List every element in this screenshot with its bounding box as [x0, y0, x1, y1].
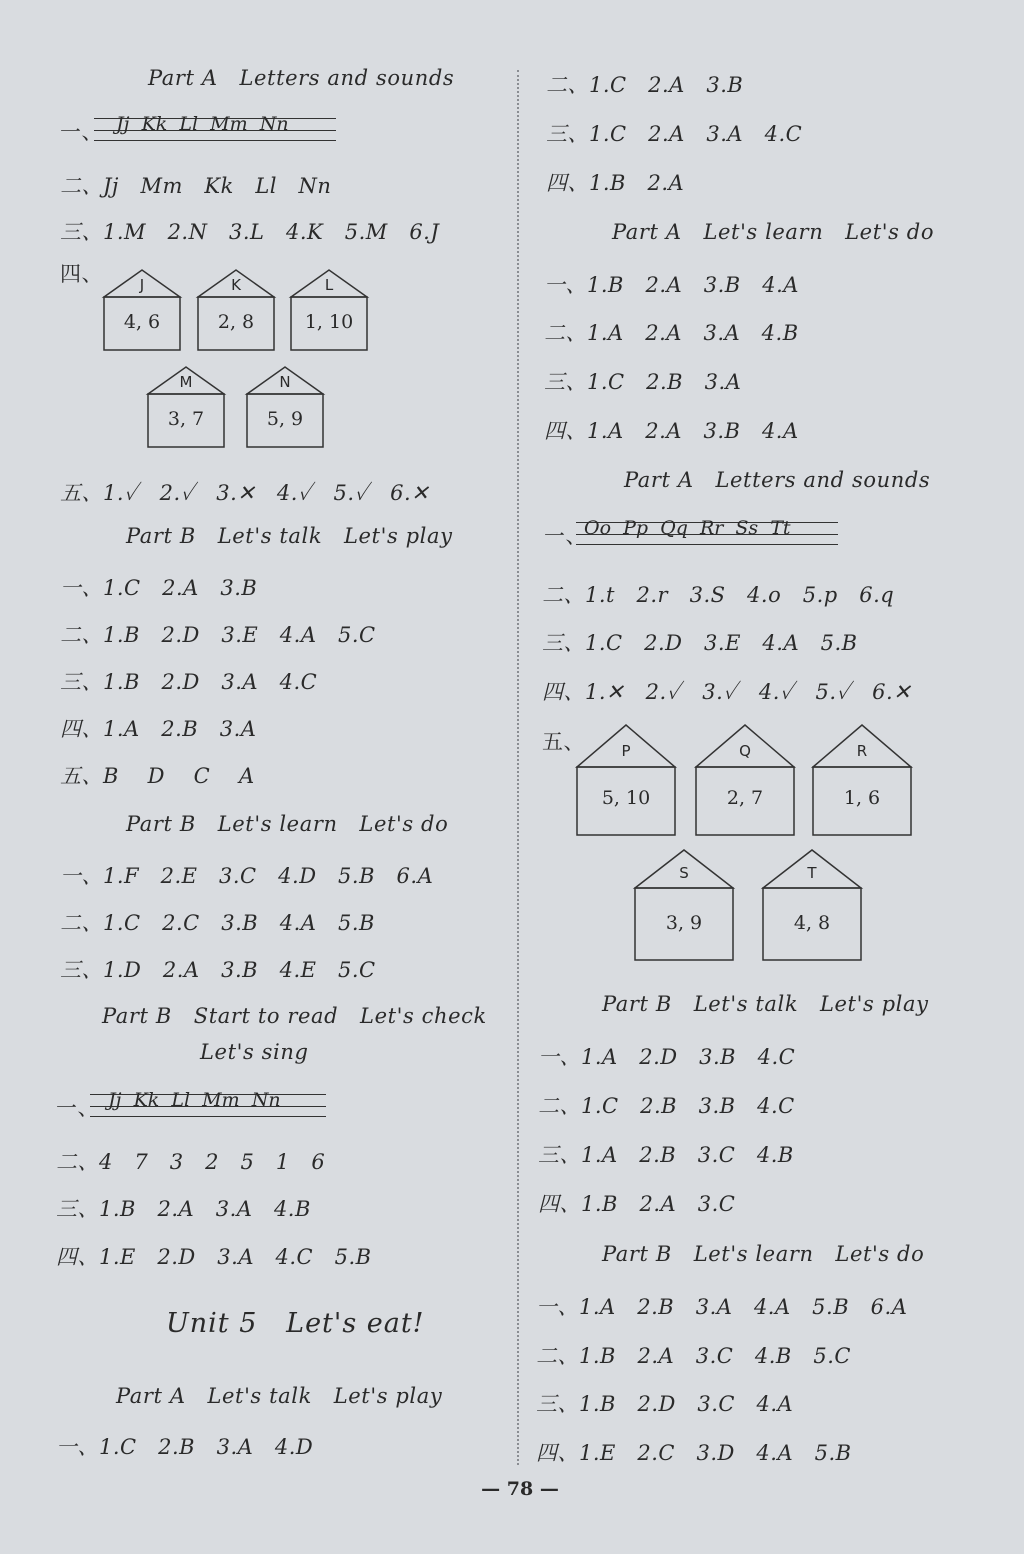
- answer-line: 三、1.B 2.A 3.A 4.B: [56, 1197, 311, 1221]
- handwritten-letters-jn: Jj Kk Ll Mm Nn: [108, 1089, 281, 1111]
- answer-line: 三、1.C 2.A 3.A 4.C: [546, 122, 803, 146]
- column-divider: [517, 70, 519, 1465]
- answer-line: 五、1.✓ 2.✓ 3.✕ 4.✓ 5.✓ 6.✕: [60, 481, 430, 505]
- answer-line: 二、1.C 2.B 3.B 4.C: [538, 1094, 795, 1118]
- section-5-label: 五、: [542, 730, 585, 754]
- heading-part-a-learn: Part A Let's learn Let's do: [612, 220, 935, 244]
- answer-line: 一、1.F 2.E 3.C 4.D 5.B 6.A: [60, 864, 434, 888]
- copy-line-bottom: [94, 140, 336, 141]
- section-1-label: 一、: [544, 524, 587, 548]
- heading-part-b-learn-2: Part B Let's learn Let's do: [602, 1242, 925, 1266]
- answer-line: 二、4 7 3 2 5 1 6: [56, 1150, 326, 1174]
- heading-part-b-talk-2: Part B Let's talk Let's play: [602, 992, 929, 1016]
- heading-part-b-talk: Part B Let's talk Let's play: [126, 524, 453, 548]
- answer-line: 二、1.A 2.A 3.A 4.B: [544, 321, 799, 345]
- heading-part-a-talk: Part A Let's talk Let's play: [116, 1384, 443, 1408]
- house-letter: K: [231, 276, 241, 294]
- heading-lets-sing: Let's sing: [200, 1040, 309, 1064]
- answer-line: 三、1.D 2.A 3.B 4.E 5.C: [60, 958, 376, 982]
- answer-line: 四、1.A 2.B 3.A: [60, 717, 257, 741]
- section-1-label: 一、: [56, 1096, 99, 1120]
- house-letter: P: [621, 742, 631, 760]
- answer-line: 二、1.B 2.A 3.C 4.B 5.C: [536, 1344, 851, 1368]
- answer-line: 三、1.M 2.N 3.L 4.K 5.M 6.J: [60, 220, 440, 244]
- answer-line: 四、1.A 2.A 3.B 4.A: [544, 419, 799, 443]
- answer-line: 三、1.A 2.B 3.C 4.B: [538, 1143, 794, 1167]
- house-numbers: 1, 10: [304, 311, 354, 333]
- answer-line: 三、1.B 2.D 3.C 4.A: [536, 1392, 794, 1416]
- section-1-label: 一、: [60, 120, 103, 144]
- house-numbers: 3, 9: [665, 912, 703, 934]
- house-numbers: 2, 8: [217, 311, 255, 333]
- house-letter: N: [279, 373, 291, 391]
- answer-line: 二、1.B 2.D 3.E 4.A 5.C: [60, 623, 376, 647]
- heading-part-a-letters-2: Part A Letters and sounds: [624, 468, 931, 492]
- house-numbers: 5, 9: [266, 408, 304, 430]
- answer-line: 四、1.E 2.C 3.D 4.A 5.B: [536, 1441, 852, 1465]
- handwritten-letters-jn: Jj Kk Ll Mm Nn: [116, 113, 289, 135]
- answer-line: 一、1.C 2.B 3.A 4.D: [56, 1435, 314, 1459]
- unit-title: Unit 5 Let's eat!: [166, 1308, 425, 1339]
- answer-line: 三、1.C 2.B 3.A: [544, 370, 742, 394]
- answer-line: 三、1.B 2.D 3.A 4.C: [60, 670, 318, 694]
- heading-part-b-read: Part B Start to read Let's check: [102, 1004, 487, 1028]
- heading-part-a-letters: Part A Letters and sounds: [148, 66, 455, 90]
- answer-line: 五、B D C A: [60, 764, 255, 788]
- answer-line: 三、1.C 2.D 3.E 4.A 5.B: [542, 631, 858, 655]
- answer-line: 一、1.A 2.D 3.B 4.C: [538, 1045, 796, 1069]
- page-number: — 78 —: [481, 1478, 559, 1500]
- house-letter: J: [139, 276, 145, 294]
- answer-line: 四、1.B 2.A 3.C: [538, 1192, 736, 1216]
- house-letter: T: [807, 864, 817, 882]
- house-numbers: 5, 10: [601, 787, 651, 809]
- section-4-label: 四、: [60, 262, 103, 286]
- answer-line: 四、1.E 2.D 3.A 4.C 5.B: [56, 1245, 372, 1269]
- house-letter: R: [856, 742, 868, 760]
- answer-line: 四、1.B 2.A: [546, 171, 685, 195]
- heading-part-b-learn: Part B Let's learn Let's do: [126, 812, 449, 836]
- copy-line-bottom: [576, 544, 838, 545]
- handwritten-letters-ot: Oo Pp Qq Rr Ss Tt: [584, 517, 791, 539]
- answer-line: 四、1.✕ 2.✓ 3.✓ 4.✓ 5.✓ 6.✕: [542, 680, 912, 704]
- answer-line: 一、1.A 2.B 3.A 4.A 5.B 6.A: [536, 1295, 908, 1319]
- copy-line-bottom: [90, 1116, 326, 1117]
- house-letter: S: [679, 864, 689, 882]
- house-numbers: 4, 8: [793, 912, 831, 934]
- answer-line: 一、1.C 2.A 3.B: [60, 576, 258, 600]
- answer-line: 二、1.C 2.C 3.B 4.A 5.B: [60, 911, 375, 935]
- answer-line: 二、Jj Mm Kk Ll Nn: [60, 174, 332, 198]
- house-numbers: 4, 6: [123, 311, 161, 333]
- answer-line: 二、1.t 2.r 3.S 4.o 5.p 6.q: [542, 583, 895, 607]
- answer-line: 二、1.C 2.A 3.B: [546, 73, 744, 97]
- house-letter: Q: [739, 742, 751, 760]
- house-letter: L: [324, 276, 334, 294]
- answer-line: 一、1.B 2.A 3.B 4.A: [544, 273, 799, 297]
- house-numbers: 1, 6: [843, 787, 881, 809]
- house-letter: M: [179, 373, 193, 391]
- house-numbers: 2, 7: [726, 787, 764, 809]
- house-numbers: 3, 7: [167, 408, 205, 430]
